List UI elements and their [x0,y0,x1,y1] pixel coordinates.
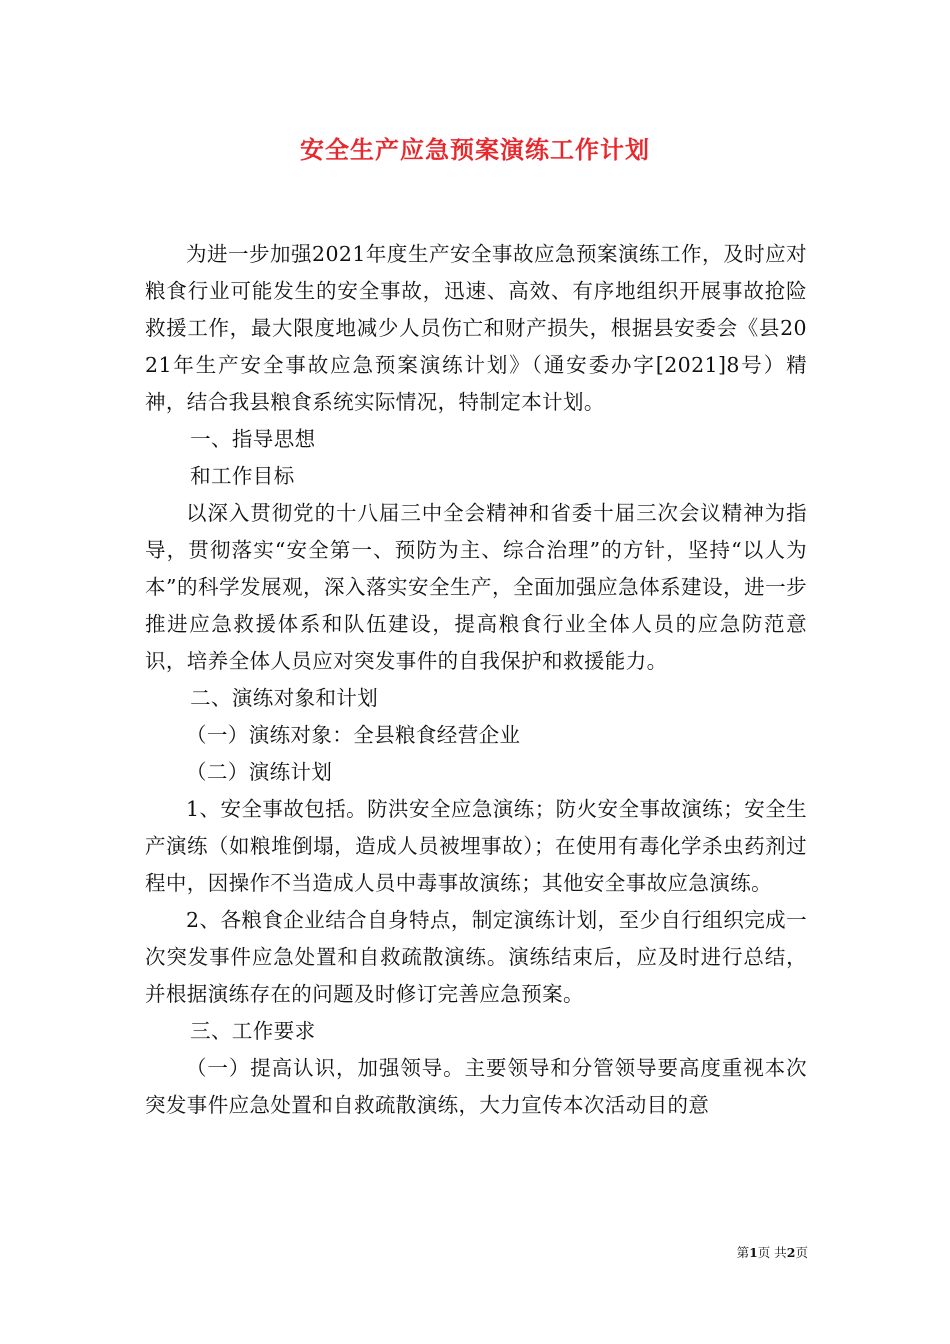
footer-total-pages: 2 [786,1245,796,1260]
section-heading-targets-plan: 二、演练对象和计划 [190,686,379,710]
intro-paragraph: 为进一步加强2021年度生产安全事故应急预案演练工作，及时应对粮食行业可能发生的安全事故，迅速、高效、有序地组织开展事故抢险救援工作，最大限度地减少人员伤亡和财产损失，根据县安委会《县2021年生产安全事故应急预案演练计划》（通安委办字[2021]8号）精神，结合我县粮食系统实际情况，特制定本计划。 [145,242,807,414]
subsection-plan: （二）演练计划 [186,760,333,784]
footer-current-page: 1 [749,1245,758,1260]
section-heading-guiding-ideology: 一、指导思想 [190,427,316,451]
document-title: 安全生产应急预案演练工作计划 [300,135,650,164]
requirement-item-1: （一）提高认识，加强领导。主要领导和分管领导要高度重视本次突发事件应急处置和自救疏散演练，大力宣传本次活动目的意 [145,1056,807,1117]
guiding-paragraph: 以深入贯彻党的十八届三中全会精神和省委十届三次会议精神为指导，贯彻落实“安全第一、预防为主、综合治理”的方针，坚持“以人为本”的科学发展观，深入落实安全生产，全面加强应急体系建设，进一步推进应急救援体系和队伍建设，提高粮食行业全体人员的应急防范意识，培养全体人员应对突发事件的自我保护和救援能力。 [145,501,807,673]
plan-item-1: 1、安全事故包括。防洪安全应急演练；防火安全事故演练；安全生产演练（如粮堆倒塌，造成人员被埋事故）；在使用有毒化学杀虫药剂过程中，因操作不当造成人员中毒事故演练；其他安全事故应急演练。 [145,797,807,895]
footer-prefix: 第 [736,1245,750,1260]
footer-suffix: 页 [795,1245,808,1260]
page-footer [700,1245,808,1261]
footer-middle: 页 共 [757,1245,787,1260]
plan-item-2: 2、各粮食企业结合自身特点，制定演练计划，至少自行组织完成一次突发事件应急处置和自救疏散演练。演练结束后，应及时进行总结，并根据演练存在的问题及时修订完善应急预案。 [145,908,807,1006]
section-heading-goals: 和工作目标 [190,464,295,488]
subsection-targets: （一）演练对象：全县粮食经营企业 [186,723,521,747]
document-body [145,236,807,1124]
section-heading-requirements: 三、工作要求 [190,1019,316,1043]
